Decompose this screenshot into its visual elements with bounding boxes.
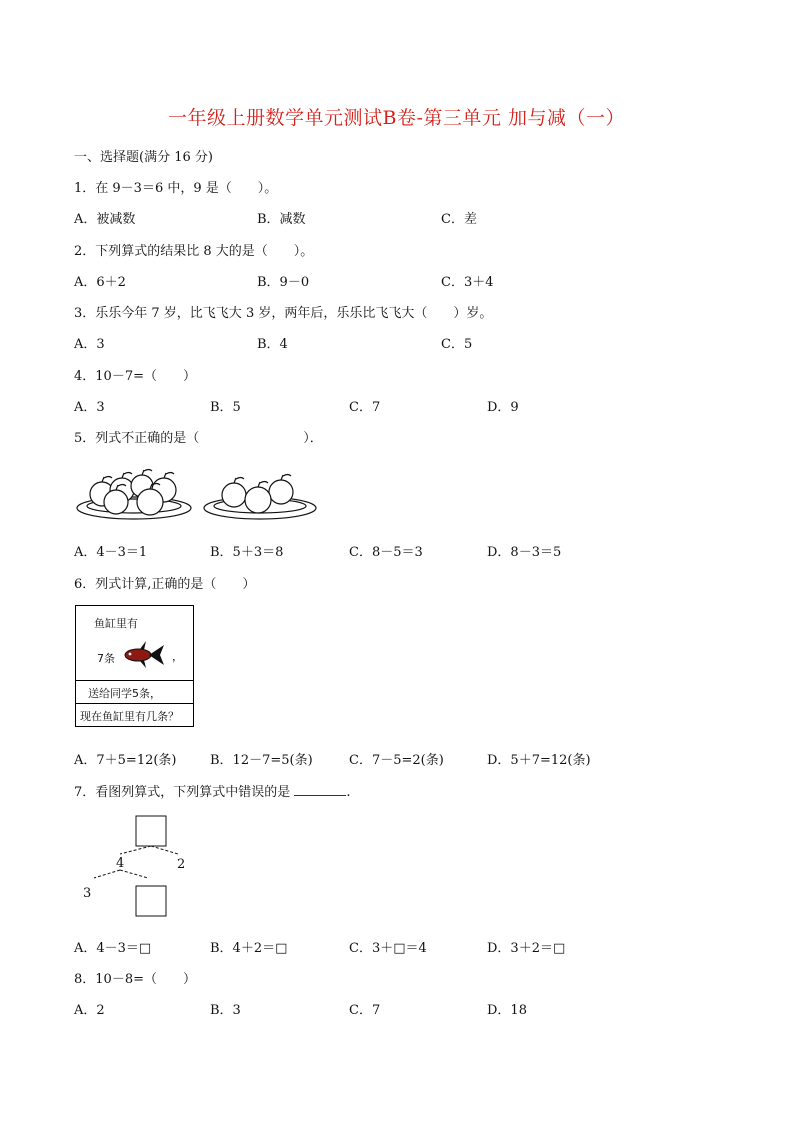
- q3-option-a[interactable]: A．3: [74, 337, 105, 352]
- question-1: 1．在 9－3＝6 中，9 是（ ）。: [74, 181, 278, 196]
- fish-icon: [122, 639, 168, 669]
- number-split-diagram: [78, 814, 208, 920]
- q2-option-b[interactable]: B．9－0: [257, 275, 310, 290]
- question-7-stem: 7．看图列算式，下列算式中错误的是: [74, 785, 291, 800]
- q7-option-c[interactable]: C．3＋□＝4: [349, 941, 427, 956]
- question-2: 2．下列算式的结果比 8 大的是（ ）。: [74, 244, 314, 259]
- fish-word-problem-box: [75, 605, 194, 727]
- question-8: 8．10－8=（ ）: [74, 972, 196, 987]
- section-heading: 一、选择题(满分 16 分): [74, 150, 213, 165]
- q8-option-d[interactable]: D．18: [487, 1003, 527, 1018]
- question-4: 4．10－7=（ ）: [74, 369, 196, 384]
- tree-left-number: 4: [116, 856, 125, 871]
- question-7-end: .: [346, 785, 351, 800]
- page-title: 一年级上册数学单元测试B卷-第三单元 加与减（一）: [168, 107, 625, 129]
- q7-option-a[interactable]: A．4－3＝□: [74, 941, 152, 956]
- q1-option-a[interactable]: A．被减数: [74, 212, 136, 227]
- q6-option-a[interactable]: A．7＋5=12(条): [74, 753, 177, 768]
- q2-option-c[interactable]: C．3＋4: [441, 275, 494, 290]
- q2-option-a[interactable]: A．6＋2: [74, 275, 126, 290]
- q7-option-d[interactable]: D．3＋2＝□: [487, 941, 566, 956]
- q6-option-b[interactable]: B．12－7=5(条): [210, 753, 313, 768]
- question-7: [74, 781, 351, 800]
- fish-box-line-3: 送给同学5条，: [88, 687, 161, 700]
- q4-option-a[interactable]: A．3: [74, 400, 105, 415]
- apple-plates-illustration: [74, 462, 322, 524]
- fish-box-line-4: 现在鱼缸里有几条？: [80, 710, 179, 723]
- question-5: 5．列式不正确的是（ ）．: [74, 431, 323, 446]
- q6-option-d[interactable]: D．5＋7=12(条): [487, 753, 591, 768]
- fish-box-line-1: 鱼缸里有: [94, 617, 138, 630]
- question-6: 6．列式计算,正确的是（ ）: [74, 577, 256, 592]
- q3-option-c[interactable]: C．5: [441, 337, 473, 352]
- q6-option-c[interactable]: C．7－5=2(条): [349, 753, 444, 768]
- q4-option-d[interactable]: D．9: [487, 400, 519, 415]
- tree-right-number: 2: [177, 857, 186, 872]
- q5-option-d[interactable]: D．8－3＝5: [487, 545, 562, 560]
- q5-option-b[interactable]: B．5＋3＝8: [210, 545, 284, 560]
- q5-option-a[interactable]: A．4－3＝1: [74, 545, 148, 560]
- q8-option-b[interactable]: B．3: [210, 1003, 241, 1018]
- q1-option-c[interactable]: C．差: [441, 212, 477, 227]
- answer-blank[interactable]: [294, 785, 346, 796]
- fish-box-comma: ，: [172, 650, 183, 663]
- q5-option-c[interactable]: C．8－5＝3: [349, 545, 423, 560]
- q3-option-b[interactable]: B．4: [257, 337, 288, 352]
- tree-lower-left-number: 3: [83, 886, 92, 901]
- q8-option-a[interactable]: A．2: [74, 1003, 105, 1018]
- fish-box-line-2: 7条: [97, 652, 115, 665]
- question-3: 3．乐乐今年 7 岁，比飞飞大 3 岁，两年后，乐乐比飞飞大（ ）岁。: [74, 306, 493, 321]
- q8-option-c[interactable]: C．7: [349, 1003, 381, 1018]
- q1-option-b[interactable]: B．减数: [257, 212, 306, 227]
- q4-option-b[interactable]: B．5: [210, 400, 241, 415]
- q7-option-b[interactable]: B．4＋2＝□: [210, 941, 288, 956]
- q4-option-c[interactable]: C．7: [349, 400, 381, 415]
